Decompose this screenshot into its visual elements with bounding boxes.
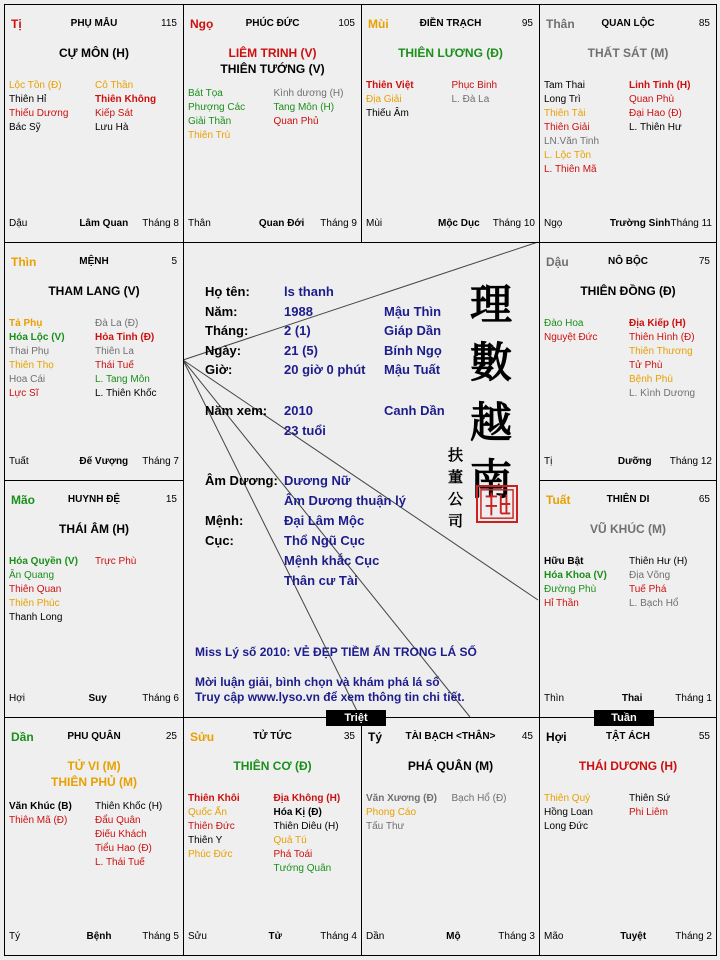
star-item: Văn Khúc (B) (9, 801, 72, 812)
star-item: Quan Phủ (273, 116, 319, 127)
main-star: THẤT SÁT (M) (587, 46, 669, 60)
star-item: Hồng Loan (544, 807, 593, 818)
footer-center: Dưỡng (617, 456, 652, 467)
star-item: L. Tang Môn (95, 374, 150, 385)
branch-label: Hợi (546, 730, 567, 744)
palace-name: HUYNH ĐỆ (67, 494, 121, 505)
palace-name: TÀI BẠCH <THÂN> (405, 731, 496, 742)
detail-value: Thổ Ngũ Cục (284, 533, 365, 548)
palace-cell (4, 4, 184, 243)
footer-left: Tuất (9, 456, 29, 467)
main-stars (5, 758, 183, 790)
main-star: VŨ KHÚC (M) (590, 522, 666, 536)
footer-left: Hợi (9, 693, 26, 704)
branch-label: Mùi (368, 17, 389, 31)
main-star: THIÊN PHỦ (M) (51, 775, 137, 789)
star-list (188, 87, 357, 143)
footer-right: Tháng 12 (669, 456, 712, 467)
star-item: Tả Phụ (9, 318, 43, 329)
star-item: Quan Phù (629, 94, 675, 105)
star-item: Thiên Trù (188, 130, 231, 141)
promo-line-2: Truy cập www.lyso.vn để xem thông tin chi tiết. (195, 690, 465, 704)
star-item: Long Trì (544, 94, 581, 105)
main-star: THIÊN TƯỚNG (V) (220, 62, 325, 76)
footer-left: Tý (9, 931, 21, 942)
star-list (544, 555, 712, 611)
palace-cell (539, 480, 717, 718)
palace-number: 25 (165, 731, 177, 742)
star-item: Thiên Khốc (H) (95, 801, 163, 812)
detail-value: Dương Nữ (284, 473, 351, 488)
calligraphy-small-char: 董 (448, 468, 464, 486)
calligraphy-small-char: 司 (448, 512, 464, 530)
footer-right: Tháng 5 (142, 931, 179, 942)
star-item: Tuế Phá (629, 584, 667, 595)
star-item: Ân Quang (9, 570, 55, 581)
footer-left: Sửu (188, 931, 207, 942)
star-item: Thiên Tài (544, 108, 586, 119)
star-item: Hóa Khoa (V) (544, 570, 607, 581)
palace-number: 65 (698, 494, 710, 505)
branch-label: Ngọ (190, 17, 214, 31)
star-item: Đại Hao (Đ) (629, 108, 682, 119)
main-star: CỰ MÔN (H) (59, 46, 129, 60)
star-item: Phục Binh (451, 80, 498, 91)
footer-right: Tháng 7 (142, 456, 179, 467)
star-item: Thiên Việt (366, 80, 414, 91)
footer-right: Tháng 8 (142, 218, 179, 229)
red-seal-stamp (476, 485, 518, 523)
calligraphy-char: 理 (470, 280, 513, 329)
star-item: Phượng Các (188, 102, 246, 113)
cell-footer (544, 693, 712, 707)
star-item: Giải Thần (188, 116, 232, 127)
palace-number: 45 (521, 731, 533, 742)
main-stars (5, 521, 183, 537)
star-item (544, 387, 627, 401)
info-value: 2 (1) (284, 323, 311, 338)
cell-footer (544, 218, 712, 232)
palace-number: 105 (338, 18, 355, 29)
year-view-label: Năm xem: (205, 403, 268, 418)
detail-label: Cục: (205, 533, 234, 548)
star-item: Thiên Quan (9, 584, 62, 595)
star-list (9, 317, 179, 401)
star-item (9, 828, 93, 842)
cell-footer (366, 931, 535, 945)
footer-center: Trường Sinh (609, 218, 671, 229)
palace-name: TỬ TỨC (253, 731, 292, 742)
palace-cell (539, 242, 717, 481)
info-can-chi: Bính Ngọ (384, 342, 442, 358)
star-item: Kình dương (H) (273, 88, 344, 99)
cell-footer (544, 456, 712, 470)
main-stars (184, 758, 361, 774)
star-item: Hỏa Tinh (Đ) (95, 332, 155, 343)
star-item: Tướng Quân (273, 863, 332, 874)
star-item: L. Đà La (451, 94, 490, 105)
star-item: Thiếu Âm (366, 108, 409, 119)
palace-name: TẬT ÁCH (606, 731, 650, 742)
palace-number: 15 (165, 494, 177, 505)
main-stars (184, 45, 361, 77)
main-stars (5, 45, 183, 61)
calligraphy-char: 越 (470, 398, 513, 447)
tuan-label: Tuần (594, 710, 654, 726)
main-stars (362, 45, 539, 61)
palace-cell (361, 4, 540, 243)
year-view-can-chi: Canh Dần (384, 403, 445, 418)
info-label: Ngày: (205, 342, 242, 358)
palace-number: 35 (343, 731, 355, 742)
palace-cell (183, 717, 362, 956)
star-item: Thiên Giải (544, 122, 590, 133)
star-item: Quả Tú (273, 835, 307, 846)
star-item: Thiên Thương (629, 346, 693, 357)
star-item: Thiên Khôi (188, 793, 240, 804)
star-list (544, 317, 712, 401)
footer-center: Tuyệt (620, 931, 647, 942)
footer-center: Mộ (446, 931, 461, 942)
footer-center: Suy (88, 693, 107, 704)
star-item: Hoa Cái (9, 374, 46, 385)
star-item: Thiên Quý (544, 793, 591, 804)
star-item: Phong Cáo (366, 807, 417, 818)
star-item (544, 359, 627, 373)
star-item: Tiểu Hao (Đ) (95, 843, 152, 854)
star-item: Phi Liêm (629, 807, 668, 818)
cell-footer (9, 931, 179, 945)
star-item (95, 569, 179, 583)
branch-label: Dần (11, 730, 34, 744)
main-star: TỬ VI (M) (67, 759, 121, 773)
star-item: Đào Hoa (544, 318, 584, 329)
star-item (544, 373, 627, 387)
star-item: Thiên Không (95, 94, 157, 105)
star-item: Quốc Ấn (188, 807, 227, 818)
detail-value: Thân cư Tài (284, 573, 358, 588)
promo-line-1: Mời luận giải, bình chọn và khám phá lá số (195, 675, 440, 689)
info-label: Họ tên: (205, 284, 250, 299)
year-view-value: 2010 (284, 403, 313, 418)
star-item: Bát Tọa (188, 88, 223, 99)
palace-name: PHỤ MẪU (70, 18, 118, 29)
info-value: 20 giờ 0 phút (284, 362, 366, 377)
main-star: LIÊM TRINH (V) (228, 46, 317, 60)
footer-left: Dậu (9, 218, 28, 229)
footer-right: Tháng 2 (675, 931, 712, 942)
detail-label: Âm Dương: (205, 473, 278, 488)
palace-cell (4, 717, 184, 956)
palace-cell (4, 242, 184, 481)
star-item: Tấu Thư (366, 821, 405, 832)
star-list (9, 79, 179, 135)
main-stars (540, 283, 716, 299)
star-item: Lực Sĩ (9, 388, 39, 399)
star-item: Hỉ Thần (544, 598, 579, 609)
star-item: Hóa Lộc (V) (9, 332, 65, 343)
star-item: Thiên La (95, 346, 134, 357)
star-item: LN.Văn Tinh (544, 136, 600, 147)
star-item: Thai Phụ (9, 346, 50, 357)
info-can-chi: Mậu Tuất (384, 362, 441, 377)
star-item: Thiên Thọ (9, 360, 54, 371)
star-item: Thiên Diêu (H) (273, 821, 339, 832)
footer-left: Thân (188, 218, 211, 229)
footer-center: Tử (268, 931, 282, 942)
star-item: Địa Không (H) (273, 793, 341, 804)
main-stars (5, 283, 183, 299)
info-can-chi: Mậu Thìn (384, 303, 442, 319)
star-item (452, 806, 536, 820)
footer-right: Tháng 3 (498, 931, 535, 942)
star-item: Văn Xương (Đ) (366, 793, 438, 804)
star-item: Phúc Đức (188, 849, 233, 860)
star-item: Linh Tinh (H) (629, 80, 691, 91)
footer-center: Quan Đới (258, 218, 305, 229)
star-item: Nguyệt Đức (544, 332, 598, 343)
star-item: Long Đức (544, 821, 588, 832)
palace-cell (4, 480, 184, 718)
footer-left: Thìn (544, 693, 565, 704)
footer-center: Đế Vượng (79, 456, 129, 467)
main-star: THÁI DƯƠNG (H) (578, 759, 678, 773)
star-item: Đẩu Quân (95, 815, 141, 826)
promo-title: Miss Lý số 2010: VẺ ĐẸP TIỀM ẨN TRONG LÁ SỐ (195, 645, 477, 659)
palace-number: 85 (698, 18, 710, 29)
star-item: Kiếp Sát (95, 108, 133, 119)
star-item: Thiên Hư (H) (629, 556, 688, 567)
palace-cell (183, 4, 362, 243)
star-item: Hóa Kị (Đ) (273, 807, 322, 818)
star-item: Thiên Y (188, 835, 223, 846)
star-item: Thiên Phúc (9, 598, 60, 609)
star-list (9, 555, 179, 625)
footer-left: Tị (544, 456, 553, 467)
footer-right: Tháng 6 (142, 693, 179, 704)
palace-number: 95 (521, 18, 533, 29)
info-can-chi: Giáp Dần (384, 323, 442, 338)
main-star: PHÁ QUÂN (M) (407, 759, 494, 773)
branch-label: Thìn (11, 255, 37, 269)
star-item: Thiên Đức (188, 821, 235, 832)
star-list (366, 792, 535, 834)
star-item: Điếu Khách (95, 829, 147, 840)
palace-number: 5 (171, 256, 177, 267)
info-value: 21 (5) (284, 342, 318, 358)
info-label: Giờ: (205, 362, 233, 377)
detail-value: Mệnh khắc Cục (284, 553, 380, 568)
footer-right: Tháng 9 (320, 218, 357, 229)
cell-footer (366, 218, 535, 232)
main-star: THIÊN ĐỒNG (Đ) (580, 284, 676, 298)
star-item: L. Thiên Khốc (95, 388, 157, 399)
main-stars (362, 758, 539, 774)
star-item (95, 583, 179, 597)
info-label: Tháng: (205, 323, 249, 338)
star-item: Thiên Sứ (629, 793, 671, 804)
star-item: Thiên Hình (Đ) (629, 332, 695, 343)
star-item: Tử Phù (629, 360, 663, 371)
star-item: Trực Phù (95, 556, 137, 567)
detail-value: Đại Lâm Mộc (284, 513, 365, 528)
star-item: L. Thiên Mã (544, 164, 597, 175)
main-stars (540, 758, 716, 774)
footer-right: Tháng 10 (492, 218, 535, 229)
branch-label: Dậu (546, 255, 569, 269)
footer-center: Lâm Quan (79, 218, 129, 229)
palace-name: NÔ BỘC (608, 256, 648, 267)
star-item (9, 856, 93, 870)
palace-name: ĐIỀN TRẠCH (419, 18, 482, 29)
palace-name: MỆNH (79, 256, 109, 267)
star-item: Hóa Quyền (V) (9, 556, 78, 567)
cell-footer (9, 456, 179, 470)
footer-left: Mùi (366, 218, 383, 229)
branch-label: Sửu (190, 730, 215, 744)
star-list (188, 792, 357, 876)
calligraphy-small-char: 扶 (448, 446, 464, 464)
calligraphy-char: 南 (470, 455, 513, 504)
info-value: 1988 (284, 303, 313, 319)
star-item: L. Bạch Hổ (629, 598, 679, 609)
palace-cell (539, 717, 717, 956)
star-item: L. Lộc Tồn (544, 150, 592, 161)
star-item: Thiên Mã (Đ) (9, 815, 68, 826)
star-item: Thái Tuế (95, 360, 134, 371)
palace-cell (539, 4, 717, 243)
branch-label: Tị (11, 17, 22, 31)
main-star: THIÊN CƠ (Đ) (233, 759, 312, 773)
star-item: Đường Phù (544, 584, 597, 595)
palace-cell (361, 717, 540, 956)
footer-left: Dần (366, 931, 385, 942)
star-item: L. Kình Dương (629, 388, 696, 399)
star-item: Địa Kiếp (H) (629, 318, 686, 329)
star-item: Bệnh Phù (629, 374, 673, 385)
palace-number: 55 (698, 731, 710, 742)
footer-center: Thai (621, 693, 643, 704)
main-star: THAM LANG (V) (48, 284, 140, 298)
star-item: Phá Toái (273, 849, 313, 860)
branch-label: Mão (11, 493, 35, 507)
star-item: Tam Thai (544, 80, 585, 91)
palace-number: 115 (161, 18, 177, 29)
main-star: THÁI ÂM (H) (59, 522, 129, 536)
star-item (629, 149, 712, 163)
star-item: Địa Võng (629, 570, 671, 581)
detail-value: Âm Dương thuận lý (284, 493, 406, 508)
main-star: THIÊN LƯƠNG (Đ) (398, 46, 503, 60)
footer-right: Tháng 1 (675, 693, 712, 704)
star-item: Lộc Tồn (Đ) (9, 80, 62, 91)
star-item: Thiên Hỉ (9, 94, 47, 105)
cell-footer (188, 931, 357, 945)
info-label: Năm: (205, 303, 238, 319)
star-item (95, 597, 179, 611)
triet-label: Triệt (326, 710, 386, 726)
footer-right: Tháng 11 (670, 218, 712, 229)
info-value: ls thanh (284, 284, 334, 299)
branch-label: Tý (368, 730, 383, 744)
main-stars (540, 45, 716, 61)
footer-right: Tháng 4 (320, 931, 357, 942)
star-list (9, 800, 179, 870)
palace-name: QUAN LỘC (601, 18, 655, 29)
star-item: Địa Giải (366, 94, 402, 105)
footer-left: Mão (544, 931, 564, 942)
star-item (9, 842, 93, 856)
star-item (188, 862, 272, 876)
detail-label: Mệnh: (205, 513, 244, 528)
calligraphy-char: 數 (470, 338, 513, 387)
calligraphy-small-char: 公 (448, 490, 464, 508)
footer-center: Mộc Dục (437, 218, 480, 229)
cell-footer (188, 218, 357, 232)
palace-name: THIÊN DI (606, 494, 650, 505)
star-list (544, 792, 712, 834)
star-list (366, 79, 535, 121)
age-value: 23 tuổi (284, 423, 326, 438)
main-stars (540, 521, 716, 537)
star-item: Thanh Long (9, 612, 63, 623)
star-item: Đà La (Đ) (95, 318, 139, 329)
star-item: Bạch Hổ (Đ) (451, 793, 507, 804)
branch-label: Tuất (546, 493, 571, 507)
star-item: Thiếu Dương (9, 108, 69, 119)
palace-name: PHU QUÂN (67, 731, 121, 742)
footer-center: Bệnh (86, 931, 112, 942)
branch-label: Thân (546, 17, 575, 31)
star-item (544, 345, 627, 359)
palace-name: PHÚC ĐỨC (245, 18, 300, 29)
footer-left: Ngọ (544, 218, 563, 229)
star-item: Tang Môn (H) (273, 102, 335, 113)
cell-footer (544, 931, 712, 945)
star-list (544, 79, 712, 177)
cell-footer (9, 218, 179, 232)
star-item: Bác Sỹ (9, 122, 41, 133)
star-item: Cô Thần (95, 80, 134, 91)
star-item: L. Thiên Hư (629, 122, 682, 133)
cell-footer (9, 693, 179, 707)
star-item (629, 135, 712, 149)
star-item: Hữu Bật (544, 556, 584, 567)
star-item: Lưu Hà (95, 122, 129, 133)
star-item: L. Thái Tuế (95, 857, 145, 868)
palace-number: 75 (698, 256, 710, 267)
